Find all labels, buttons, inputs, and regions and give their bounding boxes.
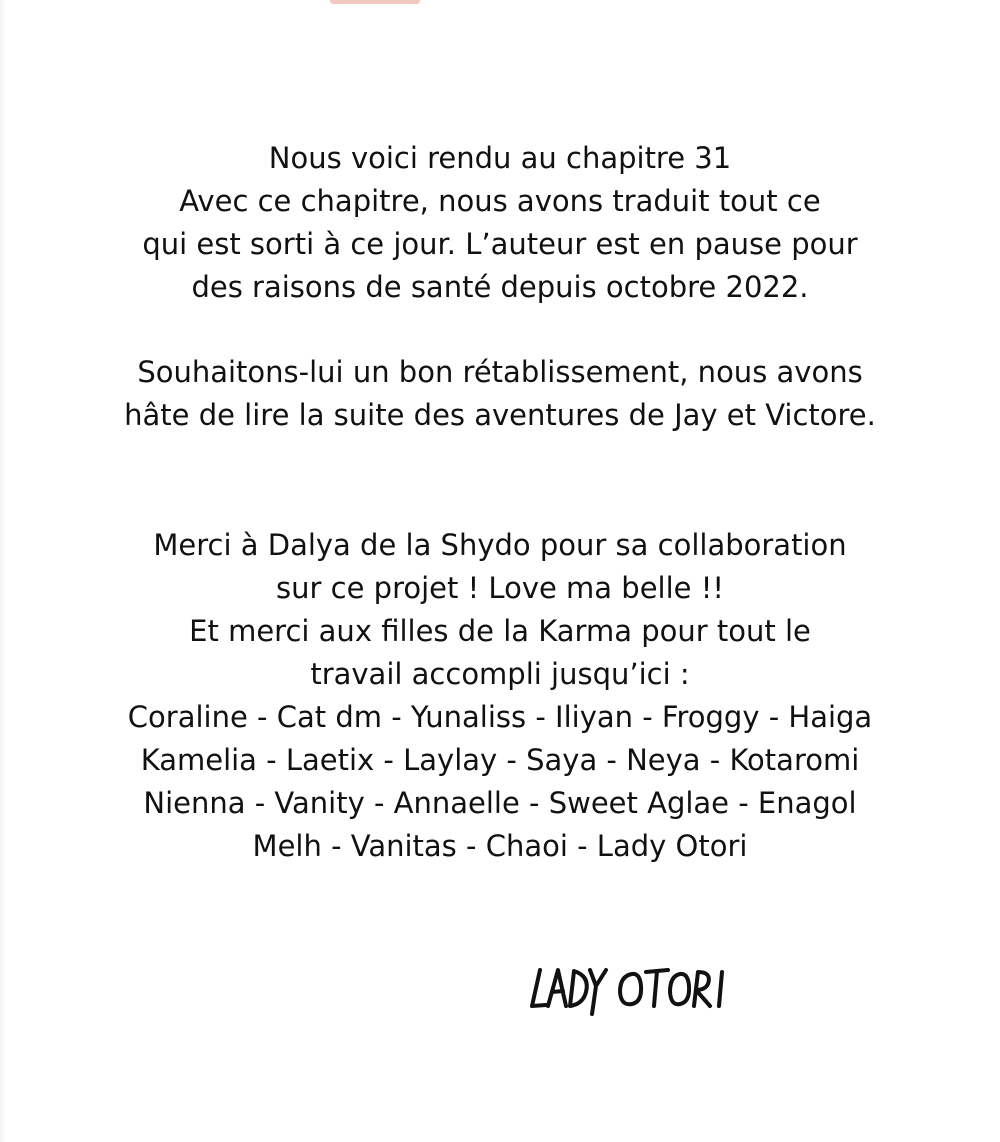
team-names-line-3: Nienna - Vanity - Annaelle - Sweet Aglae - Enagol <box>143 786 857 820</box>
top-edge-mark <box>330 0 420 4</box>
team-names-line-1: Coraline - Cat dm - Yunaliss - Iliyan - Froggy - Haiga <box>127 700 873 734</box>
intro-line-4: des raisons de santé depuis octobre 2022. <box>191 270 809 304</box>
team-names-line-4: Melh - Vanitas - Chaoi - Lady Otori <box>252 829 748 863</box>
thanks-line-2: sur ce projet ! Love ma belle !! <box>276 571 724 605</box>
handwritten-signature <box>528 962 738 1022</box>
thanks-line-4: travail accompli jusqu’ici : <box>310 657 690 691</box>
signature-graphic <box>528 962 738 1022</box>
wish-paragraph <box>0 351 1000 437</box>
intro-line-2: Avec ce chapitre, nous avons traduit tout ce <box>179 184 821 218</box>
team-names-line-2: Kamelia - Laetix - Laylay - Saya - Neya - Kotaromi <box>140 743 860 777</box>
thanks-line-1: Merci à Dalya de la Shydo pour sa collaboration <box>153 528 847 562</box>
wish-line-2: hâte de lire la suite des aventures de Jay et Victore. <box>124 398 876 432</box>
intro-line-3: qui est sorti à ce jour. L’auteur est en pause pour <box>142 227 858 261</box>
wish-line-1: Souhaitons-lui un bon rétablissement, nous avons <box>137 355 863 389</box>
intro-paragraph <box>0 137 1000 309</box>
intro-line-1: Nous voici rendu au chapitre 31 <box>268 141 732 175</box>
thanks-paragraph <box>0 524 1000 868</box>
thanks-line-3: Et merci aux filles de la Karma pour tout le <box>189 614 811 648</box>
